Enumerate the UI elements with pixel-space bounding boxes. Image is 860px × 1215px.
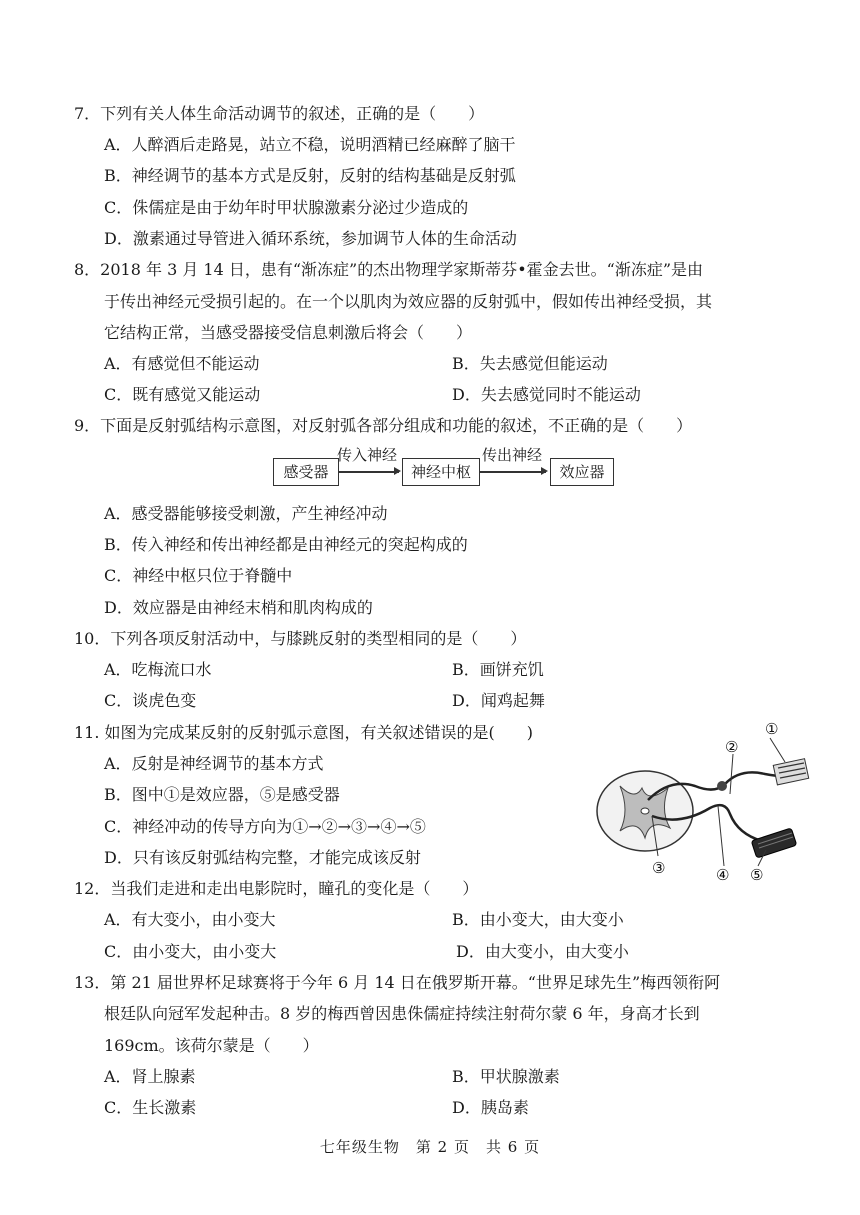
q10-option-b: B．画饼充饥 (452, 660, 544, 679)
label-1: ① (765, 720, 779, 738)
label-4: ④ (716, 866, 730, 884)
flow-arrow-1 (339, 471, 399, 473)
q9-option-d: D．效应器是由神经末梢和肌肉构成的 (104, 598, 373, 617)
flow-box-effector: 效应器 (550, 458, 614, 486)
q7-option-b: B．神经调节的基本方式是反射，反射的结构基础是反射弧 (104, 166, 516, 185)
label-2: ② (725, 738, 739, 756)
q11-option-d: D．只有该反射弧结构完整，才能完成该反射 (104, 848, 421, 867)
q12-option-c: C．由小变大，由小变大 (104, 942, 277, 961)
q13-stem-line1: 13．第 21 届世界杯足球赛将于今年 6 月 14 日在俄罗斯开幕。“世界足球先生”梅西领衔阿 (74, 973, 721, 992)
q11-stem: 11. 如图为完成某反射的反射弧示意图，有关叙述错误的是( ) (74, 723, 534, 742)
q10-stem: 10．下列各项反射活动中，与膝跳反射的类型相同的是（ ） (74, 629, 527, 648)
q8-option-a: A．有感觉但不能运动 (104, 354, 260, 373)
q9-stem: 9．下面是反射弧结构示意图，对反射弧各部分组成和功能的叙述，不正确的是（ ） (74, 416, 693, 435)
q10-option-d: D．闻鸡起舞 (452, 691, 545, 710)
q11-option-c: C．神经冲动的传导方向为①→②→③→④→⑤ (104, 817, 426, 836)
flow-box-receptor: 感受器 (273, 458, 339, 486)
flow-arrow-2 (480, 471, 546, 473)
q10-option-c: C．谈虎色变 (104, 691, 197, 710)
effector-structure (751, 828, 797, 858)
q12-option-a: A．有大变小，由小变大 (104, 910, 276, 929)
receptor-structure (773, 759, 808, 785)
flow-label-efferent: 传出神经 (482, 446, 543, 464)
q8-option-d: D．失去感觉同时不能运动 (452, 385, 641, 404)
q13-option-a: A．肾上腺素 (104, 1067, 196, 1086)
q7-option-c: C．侏儒症是由于幼年时甲状腺激素分泌过少造成的 (104, 198, 469, 217)
reflex-arc-illustration (590, 716, 815, 886)
q8-option-b: B．失去感觉但能运动 (452, 354, 608, 373)
q8-stem-line1: 8．2018 年 3 月 14 日，患有“渐冻症”的杰出物理学家斯蒂芬•霍金去世。“渐冻症”是由 (74, 260, 704, 279)
ganglion (717, 781, 727, 791)
q13-stem-line2: 根廷队向冠军发起种击。8 岁的梅西曾因患侏儒症持续注射荷尔蒙 6 年，身高才长到 (104, 1004, 700, 1023)
q12-option-b: B．由小变大，由大变小 (452, 910, 624, 929)
q9-option-b: B．传入神经和传出神经都是由神经元的突起构成的 (104, 535, 468, 554)
q8-stem-line2: 于传出神经元受损引起的。在一个以肌肉为效应器的反射弧中，假如传出神经受损，其 (104, 292, 713, 311)
q9-option-a: A．感受器能够接受刺激，产生神经冲动 (104, 504, 388, 523)
q7-option-a: A．人醉酒后走路晃，站立不稳，说明酒精已经麻醉了脑干 (104, 135, 516, 154)
label-5: ⑤ (750, 866, 764, 884)
q13-option-d: D．胰岛素 (452, 1098, 529, 1117)
q10-option-a: A．吃梅流口水 (104, 660, 212, 679)
q13-stem-line3: 169cm。该荷尔蒙是（ ） (104, 1036, 319, 1055)
q11-option-b: B．图中①是效应器，⑤是感受器 (104, 785, 340, 804)
q7-option-d: D．激素通过导管进入循环系统，参加调节人体的生命活动 (104, 229, 517, 248)
flow-box-center: 神经中枢 (402, 458, 480, 486)
q13-option-b: B．甲状腺激素 (452, 1067, 560, 1086)
q11-option-a: A．反射是神经调节的基本方式 (104, 754, 324, 773)
q7-stem: 7．下列有关人体生命活动调节的叙述，正确的是（ ） (74, 104, 485, 123)
q8-option-c: C．既有感觉又能运动 (104, 385, 261, 404)
q13-option-c: C．生长激素 (104, 1098, 197, 1117)
q8-stem-line3: 它结构正常，当感受器接受信息刺激后将会（ ） (104, 323, 473, 342)
q9-option-c: C．神经中枢只位于脊髓中 (104, 566, 293, 585)
q12-option-d: D．由大变小，由大变小 (456, 942, 629, 961)
flow-label-afferent: 传入神经 (337, 446, 398, 464)
label-3: ③ (652, 859, 666, 877)
page-footer: 七年级生物 第 2 页 共 6 页 (319, 1138, 541, 1156)
q12-stem: 12．当我们走进和走出电影院时，瞳孔的变化是（ ） (74, 879, 479, 898)
